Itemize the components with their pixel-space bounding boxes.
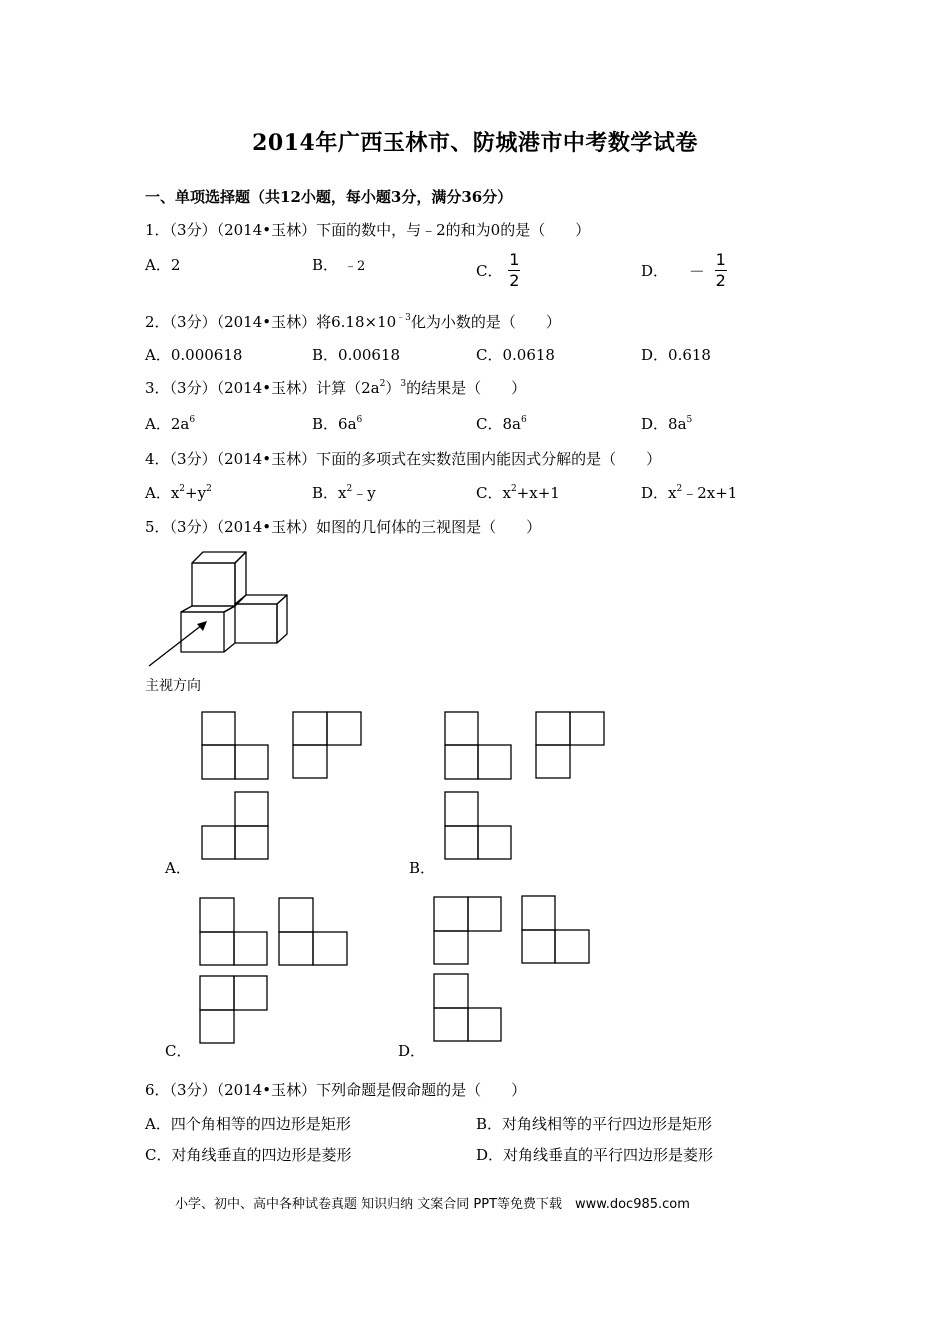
- q4-a-exp2: 2: [206, 484, 212, 494]
- q3-option-b: [312, 413, 362, 434]
- q3-c-exp: 6: [520, 415, 527, 425]
- q5-option-d-views: [428, 890, 608, 1050]
- q4-option-d: [641, 482, 737, 503]
- q2-option-b: B．0.00618: [312, 346, 401, 364]
- q4-d-pre: D．x: [641, 484, 677, 502]
- q4-c-pre: C．x: [476, 484, 511, 502]
- q6-option-a: A．四个角相等的四边形是矩形: [145, 1115, 351, 1133]
- q4-b-exp: 2: [346, 484, 353, 494]
- q6-option-b: B．对角线相等的平行四边形是矩形: [476, 1115, 713, 1133]
- q3-stem-pre: 3．（3分）（2014•玉林）计算（2a: [145, 379, 380, 397]
- q2-stem-exponent: ﹣3: [396, 313, 411, 323]
- section-heading: 一、单项选择题（共12小题，每小题3分，满分36分）: [145, 188, 513, 206]
- q1-c-denominator: 2: [509, 271, 520, 290]
- q1-option-b-label: B．: [312, 256, 339, 274]
- q1-option-c: [476, 252, 521, 289]
- top-cube-top: [192, 552, 246, 563]
- q1-option-a: A．2: [145, 256, 181, 274]
- q3-b-exp: 6: [356, 415, 363, 425]
- right-cube-front: [235, 604, 277, 643]
- top-cube-front: [192, 563, 235, 606]
- top-cube-side: [235, 552, 246, 606]
- q5-option-b-label: B．: [409, 859, 436, 877]
- q3-c-base: C．8a: [476, 415, 521, 433]
- q1-option-d-fraction: [714, 252, 728, 289]
- q2-option-c: C．0.0618: [476, 346, 555, 364]
- q3-a-base: A．2a: [145, 415, 190, 433]
- q4-a-pre: A．x: [145, 484, 180, 502]
- q4-option-b: [312, 482, 376, 503]
- q5-option-a-views: [195, 705, 375, 870]
- q5-option-a-label: A．: [165, 859, 191, 877]
- q3-d-base: D．8a: [641, 415, 687, 433]
- q4-option-c: [476, 482, 560, 503]
- question-4-stem: 4．（3分）（2014•玉林）下面的多项式在实数范围内能因式分解的是（ ）: [145, 450, 662, 468]
- q4-a-mid: +y: [185, 484, 207, 502]
- q1-option-c-fraction: [507, 252, 521, 289]
- q5-option-b-views: [438, 705, 618, 870]
- question-2-stem: [145, 310, 561, 332]
- q4-a-exp1: 2: [179, 484, 186, 494]
- page-title: 2014年广西玉林市、防城港市中考数学试卷: [252, 130, 698, 156]
- q2-option-d: D．0.618: [641, 346, 711, 364]
- right-cube-side: [277, 595, 287, 643]
- q1-c-numerator: 1: [509, 250, 520, 269]
- q5-option-d-label: D．: [398, 1042, 426, 1060]
- question-1-stem: 1．（3分）（2014•玉林）下面的数中，与﹣2的和为0的是（ ）: [145, 221, 591, 239]
- q3-option-c: [476, 413, 527, 434]
- q3-option-d: [641, 413, 692, 434]
- q4-d-exp: 2: [676, 484, 683, 494]
- q5-option-c-views: [195, 893, 375, 1053]
- front-cube-front: [181, 612, 224, 652]
- question-3-stem: [145, 377, 526, 398]
- q6-option-c: C．对角线垂直的四边形是菱形: [145, 1146, 352, 1164]
- q2-option-a: A．0.000618: [145, 346, 243, 364]
- question-6-stem: 6．（3分）（2014•玉林）下列命题是假命题的是（ ）: [145, 1081, 527, 1099]
- q1-d-denominator: 2: [715, 271, 726, 290]
- q5-option-c-label: C．: [165, 1042, 192, 1060]
- q3-stem-exp2: 3: [400, 379, 407, 389]
- q4-c-post: +x+1: [516, 484, 560, 502]
- q4-b-pre: B．x: [312, 484, 347, 502]
- q6-option-d: D．对角线垂直的平行四边形是菱形: [476, 1146, 714, 1164]
- q2-stem-post: 化为小数的是（ ）: [410, 313, 561, 331]
- q3-d-exp: 5: [686, 415, 693, 425]
- q3-option-a: [145, 413, 195, 434]
- q1-option-c-label: C．: [476, 262, 503, 280]
- q1-d-numerator: 1: [715, 250, 726, 269]
- footer-ad-text: 小学、初中、高中各种试卷真题 知识归纳 文案合同 PPT等免费下载 www.doc985.com: [175, 1197, 690, 1212]
- q1-option-d: [641, 252, 728, 289]
- q4-d-post: ﹣2x+1: [682, 484, 738, 502]
- q3-stem-post: 的结果是（ ）: [406, 379, 527, 397]
- view-arrow-head: [197, 621, 207, 631]
- q1-option-b: [312, 254, 365, 275]
- solid-figure: [140, 545, 310, 670]
- q1-option-d-label: D．: [641, 262, 669, 280]
- question-5-stem: 5．（3分）（2014•玉林）如图的几何体的三视图是（ ）: [145, 518, 542, 536]
- edge: [224, 606, 235, 612]
- q3-b-base: B．6a: [312, 415, 357, 433]
- q3-a-exp: 6: [189, 415, 196, 425]
- q3-stem-mid: ）: [385, 379, 401, 397]
- q4-c-exp: 2: [510, 484, 517, 494]
- q4-b-post: ﹣y: [352, 484, 376, 502]
- q4-option-a: [145, 482, 212, 503]
- q1-d-sign: －: [688, 262, 705, 281]
- view-arrow-shaft: [149, 625, 202, 666]
- q1-option-b-value: ﹣2: [344, 259, 366, 274]
- q2-stem-pre: 2．（3分）（2014•玉林）将6.18×10: [145, 313, 397, 331]
- q3-stem-exp1: 2: [379, 379, 386, 389]
- edge: [224, 643, 235, 652]
- view-direction-label: 主视方向: [145, 678, 201, 694]
